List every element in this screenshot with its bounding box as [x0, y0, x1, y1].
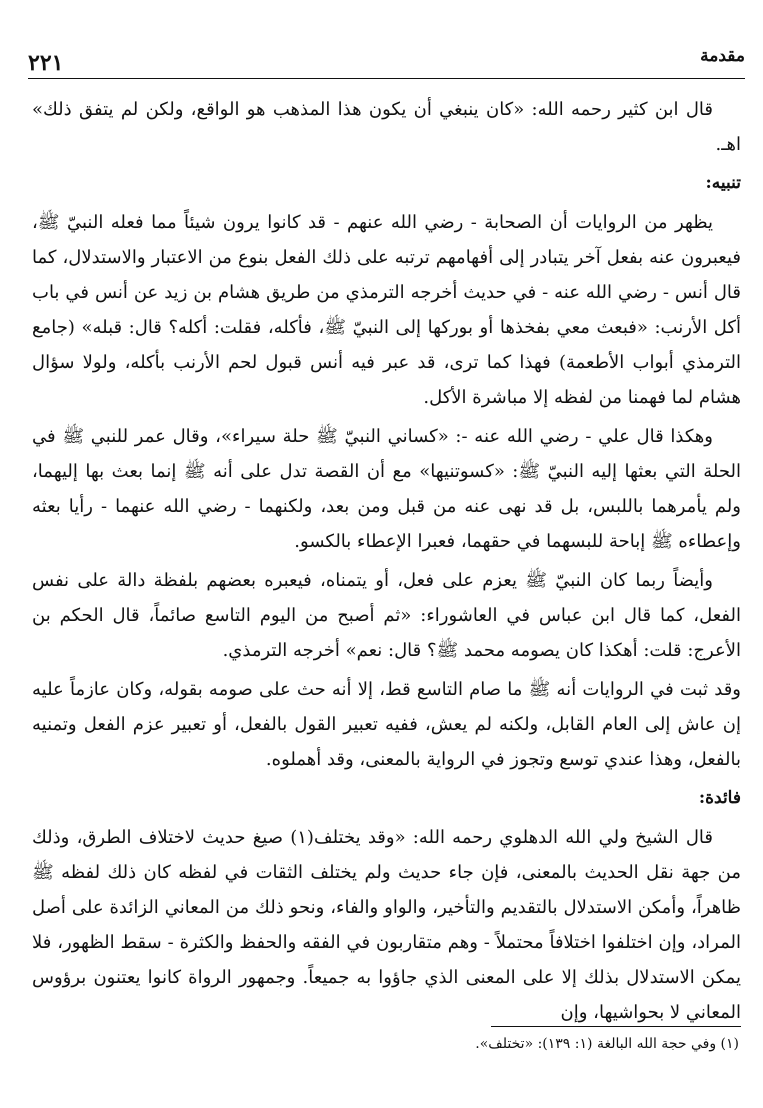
chapter-title: مقدمة — [700, 46, 745, 66]
note-paragraph-4: وقد ثبت في الروايات أنه ﷺ ما صام التاسع قط، إلا أنه حث على صومه بقوله، وكان عازماً عليه إن عاش إلى العام القابل، ولكنه لم يعش، ففيه تعبير القول بالفعل، أو تعبير عزم الفعل وتمنيه بالفعل، وهذا عندي توسع وتجوز في الرواية بالمعنى، وقد أهملوه. — [32, 679, 741, 770]
quote-paragraph: قال ابن كثير رحمه الله: «كان ينبغي أن يكون هذا المذهب هو الواقع، ولكن لم يتفق ذلك» اهـ. — [32, 99, 741, 155]
note-paragraph-3: وأيضاً ربما كان النبيّ ﷺ يعزم على فعل، أو يتمناه، فيعبره بعضهم بلفظة دالة على نفس الفعل، كما قال ابن عباس في العاشوراء: «ثم أصبح من اليوم التاسع صائماً، قال الحكم بن الأعرج: قلت: أهكذا كان يصومه محمد ﷺ؟ قال: نعم» أخرجه الترمذي. — [32, 570, 741, 661]
main-text — [32, 92, 741, 1034]
footnote: (١) وفي حجة الله البالغة (١: ١٣٩): «تختلف». — [475, 1036, 739, 1052]
note-paragraph-1: يظهر من الروايات أن الصحابة - رضي الله عنهم - قد كانوا يرون شيئاً مما فعله النبيّ ﷺ، فيعبرون عنه بفعل آخر يتبادر إلى أفهامهم ترتبه على ذلك الفعل بنوع من الاعتبار والاستدلال، كما قال أنس - رضي الله عنه - في حديث أخرجه الترمذي من طريق هشام بن زيد عن أنس في باب أكل الأرنب: «فبعث معي بفخذها أو بوركها إلى النبيّ ﷺ، فأكله، فقلت: أكله؟ قال: قبله» (جامع الترمذي أبواب الأطعمة) فهذا كما ترى، قد عبر فيه أنس قبول لحم الأرنب بأكله، ولولا سؤال هشام لما فهمنا من لفظه إلا مباشرة الأكل. — [32, 212, 741, 408]
benefit-paragraph-1: قال الشيخ ولي الله الدهلوي رحمه الله: «وقد يختلف(١) صيغ حديث لاختلاف الطرق، وذلك من جهة نقل الحديث بالمعنى، فإن جاء حديث ولم يختلف الثقات في لفظه كان ذلك لفظه ﷺ ظاهراً، وأمكن الاستدلال بالتقديم والتأخير، والواو والفاء، ونحو ذلك من المعاني الزائدة على أصل المراد، وإن اختلفوا اختلافاً محتملاً - وهم متقاربون في الفقه والحفظ والكثرة - سقط الظهور، فلا يمكن الاستدلال بذلك إلا على المعنى الذي جاؤوا به جميعاً. وجمهور الرواة كانوا يعتنون برؤوس المعاني لا بحواشيها، وإن — [32, 827, 741, 1023]
note-paragraph-2: وهكذا قال علي - رضي الله عنه -: «كساني النبيّ ﷺ حلة سيراء»، وقال عمر للنبي ﷺ في الحلة التي بعثها إليه النبيّ ﷺ: «كسوتنيها» مع أن القصة تدل على أنه ﷺ إنما بعث بها إليهما، ولم يأمرهما باللبس، بل قد نهى عنه من قبل ومن بعد، ولكنهما - رضي الله عنهما - رأيا بعثه وإعطاءه ﷺ إباحة للبسهما في حقهما، فعبرا الإعطاء بالكسو. — [32, 426, 741, 552]
page-number: ٢٢١ — [28, 50, 64, 76]
note-heading: تنبيه: — [705, 173, 741, 193]
footnote-divider — [491, 1026, 741, 1027]
benefit-heading: فائدة: — [698, 788, 741, 808]
running-header — [28, 38, 745, 79]
